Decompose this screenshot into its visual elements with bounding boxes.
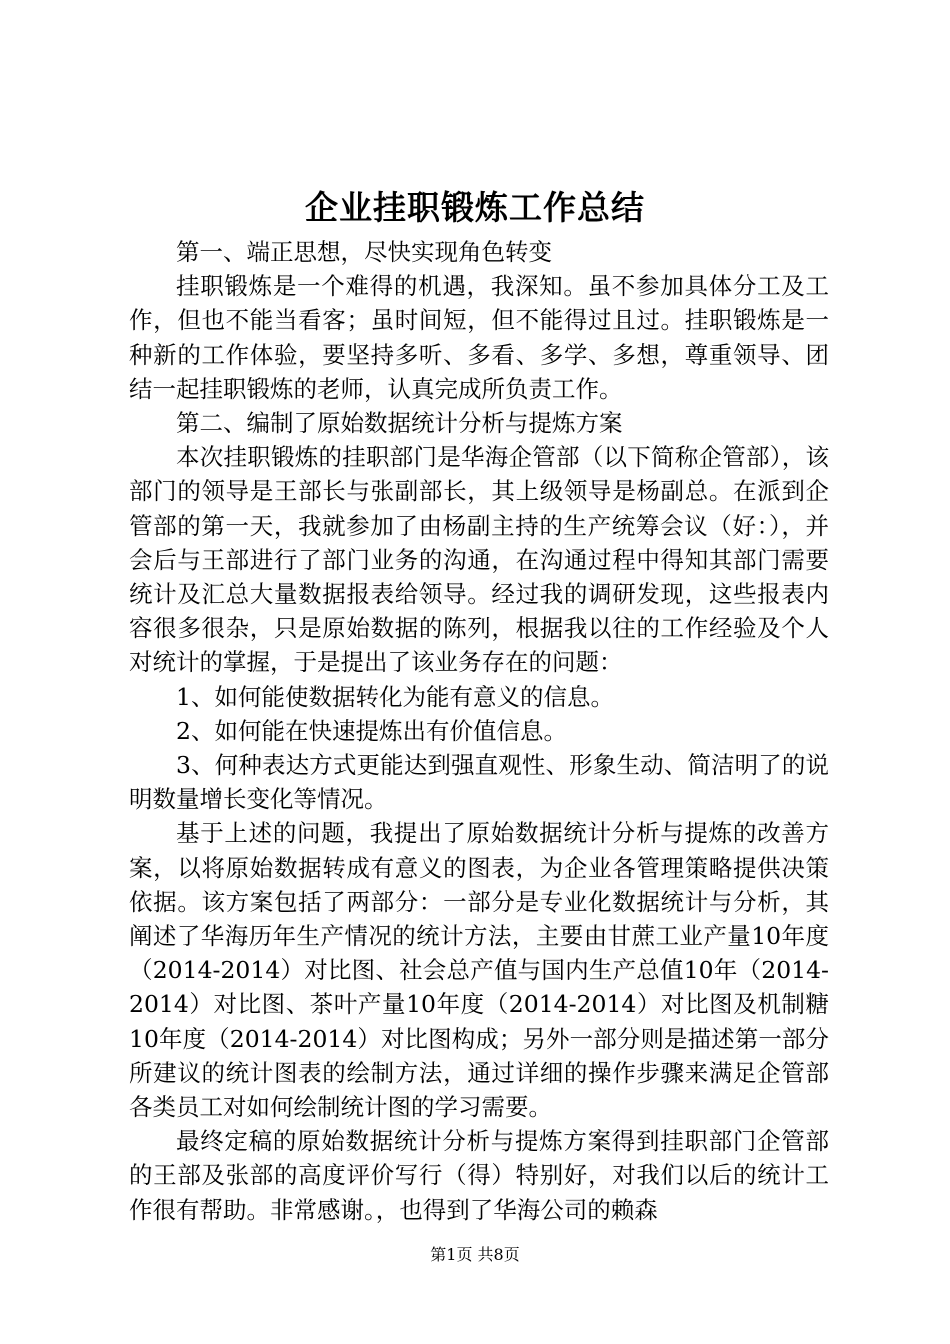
heading-section-two: 第二、编制了原始数据统计分析与提炼方案 — [176, 409, 623, 438]
paragraph: 本次挂职锻炼的挂职部门是华海企管部（以下简称企管部），该部门的领导是王部长与张副部长，其上级领导是杨副总。在派到企管部的第一天，我就参加了由杨副主持的生产统筹会议（好：），并会后与王部进行了部门业务的沟通，在沟通过程中得知其部门需要统计及汇总大量数据报表给领导。经过我的调研发现，这些报表内容很多很杂，只是原始数据的陈列，根据我以往的工作经验及个人对统计的掌握，于是提出了该业务存在的问题： — [129, 443, 829, 677]
page-number-footer: 第1页 共8页 — [430, 1245, 520, 1264]
document-title: 企业挂职锻炼工作总结 — [305, 188, 645, 227]
document-body — [129, 235, 829, 1227]
list-item: 1、如何能使数据转化为能有意义的信息。 — [176, 682, 614, 711]
paragraph: 基于上述的问题，我提出了原始数据统计分析与提炼的改善方案，以将原始数据转成有意义的图表，为企业各管理策略提供决策依据。该方案包括了两部分：一部分是专业化数据统计与分析，其阐述了华海历年生产情况的统计方法，主要由甘蔗工业产量10年度（2014-2014）对比图、社会总产值与国内生产总值10年（2014-2014）对比图、茶叶产量10年度（2014-2014）对比图及机制糖10年度（2014-2014）对比图构成；另外一部分则是描述第一部分所建议的统计图表的绘制方法，通过详细的操作步骤来满足企管部各类员工对如何绘制统计图的学习需要。 — [129, 819, 829, 1122]
paragraph: 最终定稿的原始数据统计分析与提炼方案得到挂职部门企管部的王部及张部的高度评价写行（得）特别好，对我们以后的统计工作很有帮助。非常感谢。，也得到了华海公司的赖森 — [129, 1127, 829, 1224]
heading-section-one: 第一、端正思想，尽快实现角色转变 — [176, 238, 552, 266]
list-item: 2、如何能在快速提炼出有价值信息。 — [176, 716, 567, 745]
paragraph: 挂职锻炼是一个难得的机遇，我深知。虽不参加具体分工及工作，但也不能当看客；虽时间短，但不能得过且过。挂职锻炼是一种新的工作体验，要坚持多听、多看、多学、多想，尊重领导、团结一起挂职锻炼的老师，认真完成所负责工作。 — [129, 272, 829, 403]
list-item: 3、何种表达方式更能达到强直观性、形象生动、简洁明了的说明数量增长变化等情况。 — [129, 751, 829, 814]
